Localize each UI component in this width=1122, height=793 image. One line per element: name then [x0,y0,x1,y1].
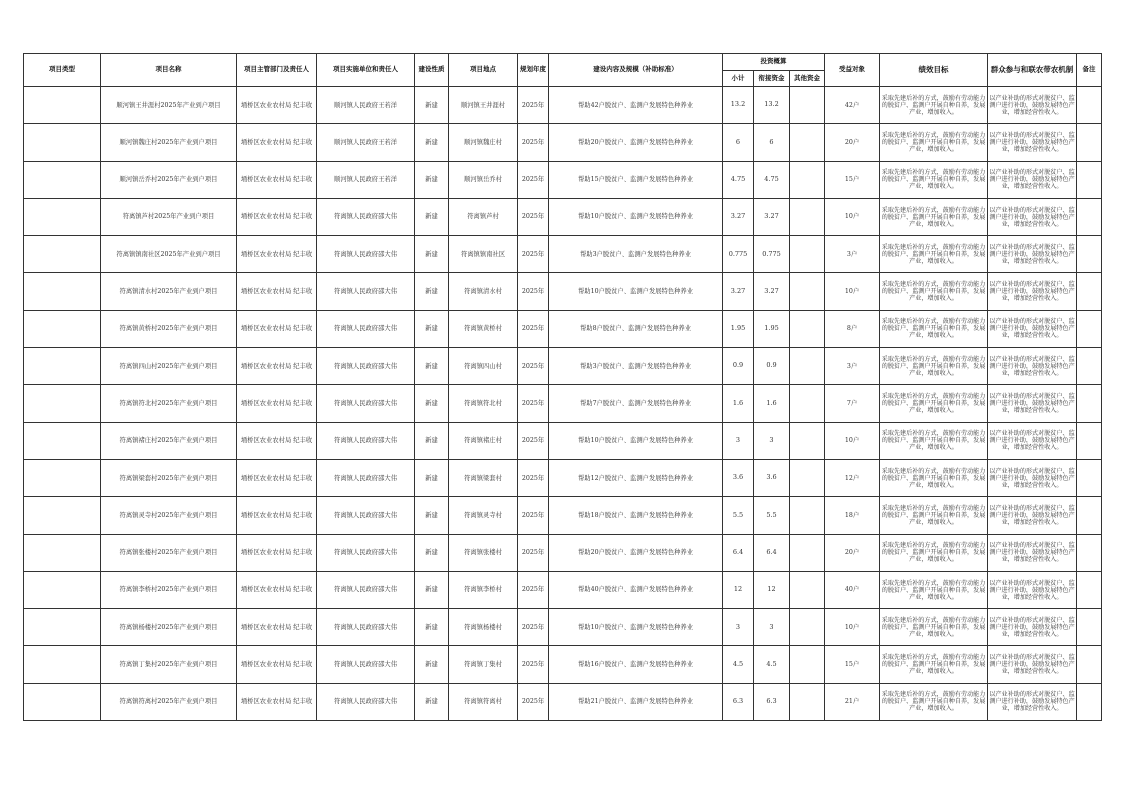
cell-remark [1077,124,1102,161]
header-content: 建设内容及规模（补助标准） [549,54,723,87]
cell-nature: 新建 [415,236,449,273]
cell-type [24,683,101,720]
cell-subtotal: 1.6 [723,385,754,422]
cell-remark [1077,571,1102,608]
cell-impl: 符离镇人民政府邵大伟 [317,385,415,422]
cell-content: 帮助10户脱贫户、监测户发展特色种养业 [549,609,723,646]
cell-mechanism: 以产业补助的形式对脱贫户、监测户进行补助，鼓励发展特色产业，增加经营性收入。 [988,310,1077,347]
table-header [24,54,1102,87]
cell-goal: 采取先建后补的方式，鼓励有劳动能力的脱贫户、监测户开展自种自养，发展产业，增加收入。 [880,459,988,496]
cell-subtotal: 6.3 [723,683,754,720]
cell-goal: 采取先建后补的方式，鼓励有劳动能力的脱贫户、监测户开展自种自养，发展产业，增加收入。 [880,683,988,720]
project-table [23,53,1102,721]
cell-nature: 新建 [415,273,449,310]
cell-type [24,571,101,608]
cell-subtotal: 3 [723,422,754,459]
cell-name: 符离镇李桥村2025年产业到户项目 [101,571,237,608]
cell-type [24,236,101,273]
table-row [24,273,1102,310]
cell-location: 符离镇镇南社区 [449,236,518,273]
table-row [24,348,1102,385]
cell-mechanism: 以产业补助的形式对脱贫户、监测户进行补助，鼓励发展特色产业，增加经营性收入。 [988,422,1077,459]
cell-location: 符离镇符北村 [449,385,518,422]
cell-subtotal: 6 [723,124,754,161]
table-row [24,534,1102,571]
table-row [24,161,1102,198]
cell-goal: 采取先建后补的方式，鼓励有劳动能力的脱贫户、监测户开展自种自养，发展产业，增加收入。 [880,87,988,124]
cell-other [790,459,825,496]
cell-other [790,571,825,608]
cell-beneficiary: 3户 [825,348,880,385]
cell-location: 符离镇灵寺村 [449,497,518,534]
cell-remark [1077,273,1102,310]
cell-impl: 顺河镇人民政府王若洋 [317,87,415,124]
header-location: 项目地点 [449,54,518,87]
cell-mechanism: 以产业补助的形式对脱贫户、监测户进行补助，鼓励发展特色产业，增加经营性收入。 [988,646,1077,683]
cell-type [24,422,101,459]
cell-mechanism: 以产业补助的形式对脱贫户、监测户进行补助，鼓励发展特色产业，增加经营性收入。 [988,497,1077,534]
cell-linked: 0.775 [754,236,790,273]
cell-impl: 符离镇人民政府邵大伟 [317,273,415,310]
table-row [24,609,1102,646]
cell-beneficiary: 15户 [825,161,880,198]
cell-beneficiary: 18户 [825,497,880,534]
cell-location: 符离镇张楼村 [449,534,518,571]
cell-linked: 3 [754,609,790,646]
cell-dept: 埇桥区农业农村局 纪丰收 [237,236,317,273]
cell-beneficiary: 12户 [825,459,880,496]
cell-impl: 符离镇人民政府邵大伟 [317,646,415,683]
cell-beneficiary: 40户 [825,571,880,608]
cell-goal: 采取先建后补的方式，鼓励有劳动能力的脱贫户、监测户开展自种自养，发展产业，增加收入。 [880,385,988,422]
cell-subtotal: 3.27 [723,198,754,235]
cell-beneficiary: 10户 [825,273,880,310]
cell-type [24,497,101,534]
table-row [24,198,1102,235]
cell-beneficiary: 8户 [825,310,880,347]
header-subtotal: 小计 [723,71,754,87]
header-invest: 投资概算 [723,54,825,71]
cell-year: 2025年 [518,534,549,571]
cell-year: 2025年 [518,161,549,198]
cell-other [790,422,825,459]
cell-remark [1077,385,1102,422]
cell-remark [1077,609,1102,646]
cell-beneficiary: 10户 [825,609,880,646]
cell-goal: 采取先建后补的方式，鼓励有劳动能力的脱贫户、监测户开展自种自养，发展产业，增加收入。 [880,124,988,161]
cell-remark [1077,646,1102,683]
cell-location: 符离镇褚庄村 [449,422,518,459]
cell-goal: 采取先建后补的方式，鼓励有劳动能力的脱贫户、监测户开展自种自养，发展产业，增加收入。 [880,646,988,683]
header-beneficiary: 受益对象 [825,54,880,87]
cell-subtotal: 3 [723,609,754,646]
cell-beneficiary: 10户 [825,198,880,235]
cell-other [790,646,825,683]
cell-name: 符离镇张楼村2025年产业到户项目 [101,534,237,571]
cell-mechanism: 以产业补助的形式对脱贫户、监测户进行补助，鼓励发展特色产业，增加经营性收入。 [988,571,1077,608]
cell-nature: 新建 [415,534,449,571]
cell-impl: 符离镇人民政府邵大伟 [317,198,415,235]
cell-nature: 新建 [415,497,449,534]
cell-goal: 采取先建后补的方式，鼓励有劳动能力的脱贫户、监测户开展自种自养，发展产业，增加收入。 [880,161,988,198]
cell-content: 帮助15户脱贫户、监测户发展特色种养业 [549,161,723,198]
cell-dept: 埇桥区农业农村局 纪丰收 [237,422,317,459]
cell-year: 2025年 [518,683,549,720]
cell-content: 帮助21户脱贫户、监测户发展特色种养业 [549,683,723,720]
cell-subtotal: 0.775 [723,236,754,273]
cell-linked: 5.5 [754,497,790,534]
cell-other [790,161,825,198]
cell-linked: 1.95 [754,310,790,347]
cell-goal: 采取先建后补的方式，鼓励有劳动能力的脱贫户、监测户开展自种自养，发展产业，增加收入。 [880,534,988,571]
cell-impl: 符离镇人民政府邵大伟 [317,459,415,496]
table-row [24,124,1102,161]
cell-type [24,609,101,646]
cell-location: 顺河镇王井涯村 [449,87,518,124]
cell-other [790,198,825,235]
cell-dept: 埇桥区农业农村局 纪丰收 [237,534,317,571]
cell-linked: 0.9 [754,348,790,385]
cell-location: 顺河镇魏庄村 [449,124,518,161]
cell-dept: 埇桥区农业农村局 纪丰收 [237,124,317,161]
cell-type [24,646,101,683]
cell-impl: 顺河镇人民政府王若洋 [317,124,415,161]
cell-content: 帮助40户脱贫户、监测户发展特色种养业 [549,571,723,608]
cell-year: 2025年 [518,273,549,310]
cell-type [24,534,101,571]
cell-remark [1077,534,1102,571]
cell-nature: 新建 [415,161,449,198]
header-name: 项目名称 [101,54,237,87]
cell-other [790,273,825,310]
cell-goal: 采取先建后补的方式，鼓励有劳动能力的脱贫户、监测户开展自种自养，发展产业，增加收入。 [880,273,988,310]
cell-type [24,273,101,310]
cell-year: 2025年 [518,646,549,683]
cell-name: 符离镇梁套村2025年产业到户项目 [101,459,237,496]
cell-type [24,161,101,198]
cell-location: 符离镇李桥村 [449,571,518,608]
cell-goal: 采取先建后补的方式，鼓励有劳动能力的脱贫户、监测户开展自种自养，发展产业，增加收入。 [880,348,988,385]
cell-year: 2025年 [518,310,549,347]
cell-nature: 新建 [415,198,449,235]
cell-content: 帮助20户脱贫户、监测户发展特色种养业 [549,124,723,161]
cell-name: 符离镇杨楼村2025年产业到户项目 [101,609,237,646]
cell-dept: 埇桥区农业农村局 纪丰收 [237,348,317,385]
table-body [24,87,1102,721]
table-row [24,310,1102,347]
table-row [24,236,1102,273]
cell-name: 顺河镇岳乔村2025年产业到户项目 [101,161,237,198]
table-row [24,422,1102,459]
header-other: 其他资金 [790,71,825,87]
cell-content: 帮助18户脱贫户、监测户发展特色种养业 [549,497,723,534]
cell-subtotal: 0.9 [723,348,754,385]
cell-beneficiary: 21户 [825,683,880,720]
cell-remark [1077,236,1102,273]
cell-impl: 符离镇人民政府邵大伟 [317,236,415,273]
cell-goal: 采取先建后补的方式，鼓励有劳动能力的脱贫户、监测户开展自种自养，发展产业，增加收入。 [880,497,988,534]
cell-content: 帮助10户脱贫户、监测户发展特色种养业 [549,198,723,235]
cell-nature: 新建 [415,683,449,720]
cell-remark [1077,87,1102,124]
cell-remark [1077,198,1102,235]
cell-name: 顺河镇王井涯村2025年产业到户项目 [101,87,237,124]
cell-name: 符离镇符北村2025年产业到户项目 [101,385,237,422]
cell-linked: 3.27 [754,198,790,235]
cell-year: 2025年 [518,459,549,496]
cell-other [790,683,825,720]
cell-content: 帮助12户脱贫户、监测户发展特色种养业 [549,459,723,496]
cell-location: 符离镇符离村 [449,683,518,720]
cell-type [24,459,101,496]
header-linked: 衔接资金 [754,71,790,87]
cell-beneficiary: 7户 [825,385,880,422]
cell-remark [1077,422,1102,459]
cell-mechanism: 以产业补助的形式对脱贫户、监测户进行补助，鼓励发展特色产业，增加经营性收入。 [988,236,1077,273]
cell-name: 符离镇镇南社区2025年产业到户项目 [101,236,237,273]
table-row [24,571,1102,608]
header-mechanism: 群众参与和联农带农机制 [988,54,1077,87]
cell-name: 符离镇褚庄村2025年产业到户项目 [101,422,237,459]
cell-subtotal: 4.5 [723,646,754,683]
cell-goal: 采取先建后补的方式，鼓励有劳动能力的脱贫户、监测户开展自种自养，发展产业，增加收入。 [880,236,988,273]
cell-year: 2025年 [518,571,549,608]
cell-content: 帮助8户脱贫户、监测户发展特色种养业 [549,310,723,347]
cell-subtotal: 3.27 [723,273,754,310]
cell-dept: 埇桥区农业农村局 纪丰收 [237,609,317,646]
cell-beneficiary: 10户 [825,422,880,459]
cell-remark [1077,310,1102,347]
cell-mechanism: 以产业补助的形式对脱贫户、监测户进行补助，鼓励发展特色产业，增加经营性收入。 [988,87,1077,124]
cell-type [24,198,101,235]
cell-type [24,385,101,422]
cell-mechanism: 以产业补助的形式对脱贫户、监测户进行补助，鼓励发展特色产业，增加经营性收入。 [988,683,1077,720]
cell-impl: 顺河镇人民政府王若洋 [317,161,415,198]
cell-dept: 埇桥区农业农村局 纪丰收 [237,87,317,124]
cell-beneficiary: 3户 [825,236,880,273]
cell-mechanism: 以产业补助的形式对脱贫户、监测户进行补助，鼓励发展特色产业，增加经营性收入。 [988,348,1077,385]
cell-remark [1077,683,1102,720]
cell-name: 符离镇符离村2025年产业到户项目 [101,683,237,720]
cell-subtotal: 1.95 [723,310,754,347]
cell-mechanism: 以产业补助的形式对脱贫户、监测户进行补助，鼓励发展特色产业，增加经营性收入。 [988,609,1077,646]
cell-linked: 3.27 [754,273,790,310]
cell-linked: 6 [754,124,790,161]
cell-goal: 采取先建后补的方式，鼓励有劳动能力的脱贫户、监测户开展自种自养，发展产业，增加收入。 [880,422,988,459]
cell-other [790,310,825,347]
cell-year: 2025年 [518,198,549,235]
cell-type [24,310,101,347]
cell-subtotal: 6.4 [723,534,754,571]
cell-linked: 13.2 [754,87,790,124]
cell-name: 符离镇清水村2025年产业到户项目 [101,273,237,310]
cell-location: 符离镇四山村 [449,348,518,385]
cell-location: 符离镇芦村 [449,198,518,235]
cell-year: 2025年 [518,87,549,124]
table-row [24,497,1102,534]
header-year: 规划年度 [518,54,549,87]
cell-dept: 埇桥区农业农村局 纪丰收 [237,198,317,235]
header-nature: 建设性质 [415,54,449,87]
cell-remark [1077,497,1102,534]
cell-impl: 符离镇人民政府邵大伟 [317,310,415,347]
cell-name: 符离镇丁集村2025年产业到户项目 [101,646,237,683]
cell-content: 帮助20户脱贫户、监测户发展特色种养业 [549,534,723,571]
cell-linked: 6.4 [754,534,790,571]
cell-linked: 3 [754,422,790,459]
cell-subtotal: 4.75 [723,161,754,198]
cell-other [790,348,825,385]
cell-nature: 新建 [415,646,449,683]
cell-impl: 符离镇人民政府邵大伟 [317,348,415,385]
cell-other [790,236,825,273]
cell-goal: 采取先建后补的方式，鼓励有劳动能力的脱贫户、监测户开展自种自养，发展产业，增加收入。 [880,310,988,347]
cell-mechanism: 以产业补助的形式对脱贫户、监测户进行补助，鼓励发展特色产业，增加经营性收入。 [988,124,1077,161]
cell-location: 符离镇丁集村 [449,646,518,683]
cell-nature: 新建 [415,422,449,459]
cell-other [790,124,825,161]
cell-impl: 符离镇人民政府邵大伟 [317,534,415,571]
cell-dept: 埇桥区农业农村局 纪丰收 [237,273,317,310]
cell-subtotal: 3.6 [723,459,754,496]
cell-beneficiary: 15户 [825,646,880,683]
cell-mechanism: 以产业补助的形式对脱贫户、监测户进行补助，鼓励发展特色产业，增加经营性收入。 [988,459,1077,496]
cell-content: 帮助7户脱贫户、监测户发展特色种养业 [549,385,723,422]
cell-nature: 新建 [415,571,449,608]
cell-nature: 新建 [415,385,449,422]
cell-dept: 埇桥区农业农村局 纪丰收 [237,497,317,534]
cell-type [24,348,101,385]
header-impl: 项目实施单位和责任人 [317,54,415,87]
cell-content: 帮助3户脱贫户、监测户发展特色种养业 [549,236,723,273]
table-row [24,683,1102,720]
cell-impl: 符离镇人民政府邵大伟 [317,683,415,720]
cell-linked: 12 [754,571,790,608]
cell-linked: 4.75 [754,161,790,198]
cell-other [790,385,825,422]
cell-dept: 埇桥区农业农村局 纪丰收 [237,161,317,198]
cell-location: 符离镇杨楼村 [449,609,518,646]
cell-goal: 采取先建后补的方式，鼓励有劳动能力的脱贫户、监测户开展自种自养，发展产业，增加收入。 [880,609,988,646]
cell-year: 2025年 [518,385,549,422]
cell-year: 2025年 [518,236,549,273]
cell-nature: 新建 [415,124,449,161]
cell-name: 符离镇灵寺村2025年产业到户项目 [101,497,237,534]
cell-other [790,497,825,534]
cell-nature: 新建 [415,459,449,496]
cell-dept: 埇桥区农业农村局 纪丰收 [237,310,317,347]
cell-dept: 埇桥区农业农村局 纪丰收 [237,571,317,608]
cell-nature: 新建 [415,310,449,347]
cell-remark [1077,459,1102,496]
cell-subtotal: 5.5 [723,497,754,534]
cell-name: 符离镇芦村2025年产业到户项目 [101,198,237,235]
cell-location: 符离镇梁套村 [449,459,518,496]
cell-content: 帮助3户脱贫户、监测户发展特色种养业 [549,348,723,385]
cell-content: 帮助16户脱贫户、监测户发展特色种养业 [549,646,723,683]
cell-content: 帮助42户脱贫户、监测户发展特色种养业 [549,87,723,124]
cell-impl: 符离镇人民政府邵大伟 [317,571,415,608]
cell-mechanism: 以产业补助的形式对脱贫户、监测户进行补助，鼓励发展特色产业，增加经营性收入。 [988,534,1077,571]
cell-year: 2025年 [518,422,549,459]
cell-dept: 埇桥区农业农村局 纪丰收 [237,683,317,720]
cell-linked: 3.6 [754,459,790,496]
cell-type [24,124,101,161]
cell-year: 2025年 [518,348,549,385]
cell-other [790,609,825,646]
cell-impl: 符离镇人民政府邵大伟 [317,422,415,459]
header-goal: 绩效目标 [880,54,988,87]
cell-other [790,534,825,571]
cell-other [790,87,825,124]
header-dept: 项目主管部门及责任人 [237,54,317,87]
cell-nature: 新建 [415,348,449,385]
cell-name: 顺河镇魏庄村2025年产业到户项目 [101,124,237,161]
cell-name: 符离镇黄桥村2025年产业到户项目 [101,310,237,347]
cell-dept: 埇桥区农业农村局 纪丰收 [237,385,317,422]
cell-dept: 埇桥区农业农村局 纪丰收 [237,459,317,496]
cell-year: 2025年 [518,497,549,534]
cell-mechanism: 以产业补助的形式对脱贫户、监测户进行补助，鼓励发展特色产业，增加经营性收入。 [988,273,1077,310]
cell-year: 2025年 [518,609,549,646]
cell-nature: 新建 [415,87,449,124]
cell-location: 符离镇清水村 [449,273,518,310]
header-remark: 备注 [1077,54,1102,87]
cell-linked: 1.6 [754,385,790,422]
header-type: 项目类型 [24,54,101,87]
cell-beneficiary: 20户 [825,124,880,161]
cell-dept: 埇桥区农业农村局 纪丰收 [237,646,317,683]
cell-subtotal: 13.2 [723,87,754,124]
cell-name: 符离镇四山村2025年产业到户项目 [101,348,237,385]
cell-mechanism: 以产业补助的形式对脱贫户、监测户进行补助，鼓励发展特色产业，增加经营性收入。 [988,385,1077,422]
table-row [24,646,1102,683]
table-row [24,385,1102,422]
table-row [24,87,1102,124]
cell-beneficiary: 42户 [825,87,880,124]
cell-subtotal: 12 [723,571,754,608]
cell-nature: 新建 [415,609,449,646]
cell-location: 顺河镇岳乔村 [449,161,518,198]
cell-mechanism: 以产业补助的形式对脱贫户、监测户进行补助，鼓励发展特色产业，增加经营性收入。 [988,161,1077,198]
cell-beneficiary: 20户 [825,534,880,571]
cell-year: 2025年 [518,124,549,161]
cell-location: 符离镇黄桥村 [449,310,518,347]
cell-type [24,87,101,124]
cell-content: 帮助10户脱贫户、监测户发展特色种养业 [549,422,723,459]
cell-impl: 符离镇人民政府邵大伟 [317,497,415,534]
cell-remark [1077,348,1102,385]
cell-linked: 6.3 [754,683,790,720]
cell-goal: 采取先建后补的方式，鼓励有劳动能力的脱贫户、监测户开展自种自养，发展产业，增加收入。 [880,571,988,608]
cell-mechanism: 以产业补助的形式对脱贫户、监测户进行补助，鼓励发展特色产业，增加经营性收入。 [988,198,1077,235]
cell-linked: 4.5 [754,646,790,683]
table-row [24,459,1102,496]
cell-remark [1077,161,1102,198]
cell-content: 帮助10户脱贫户、监测户发展特色种养业 [549,273,723,310]
cell-goal: 采取先建后补的方式，鼓励有劳动能力的脱贫户、监测户开展自种自养，发展产业，增加收入。 [880,198,988,235]
cell-impl: 符离镇人民政府邵大伟 [317,609,415,646]
